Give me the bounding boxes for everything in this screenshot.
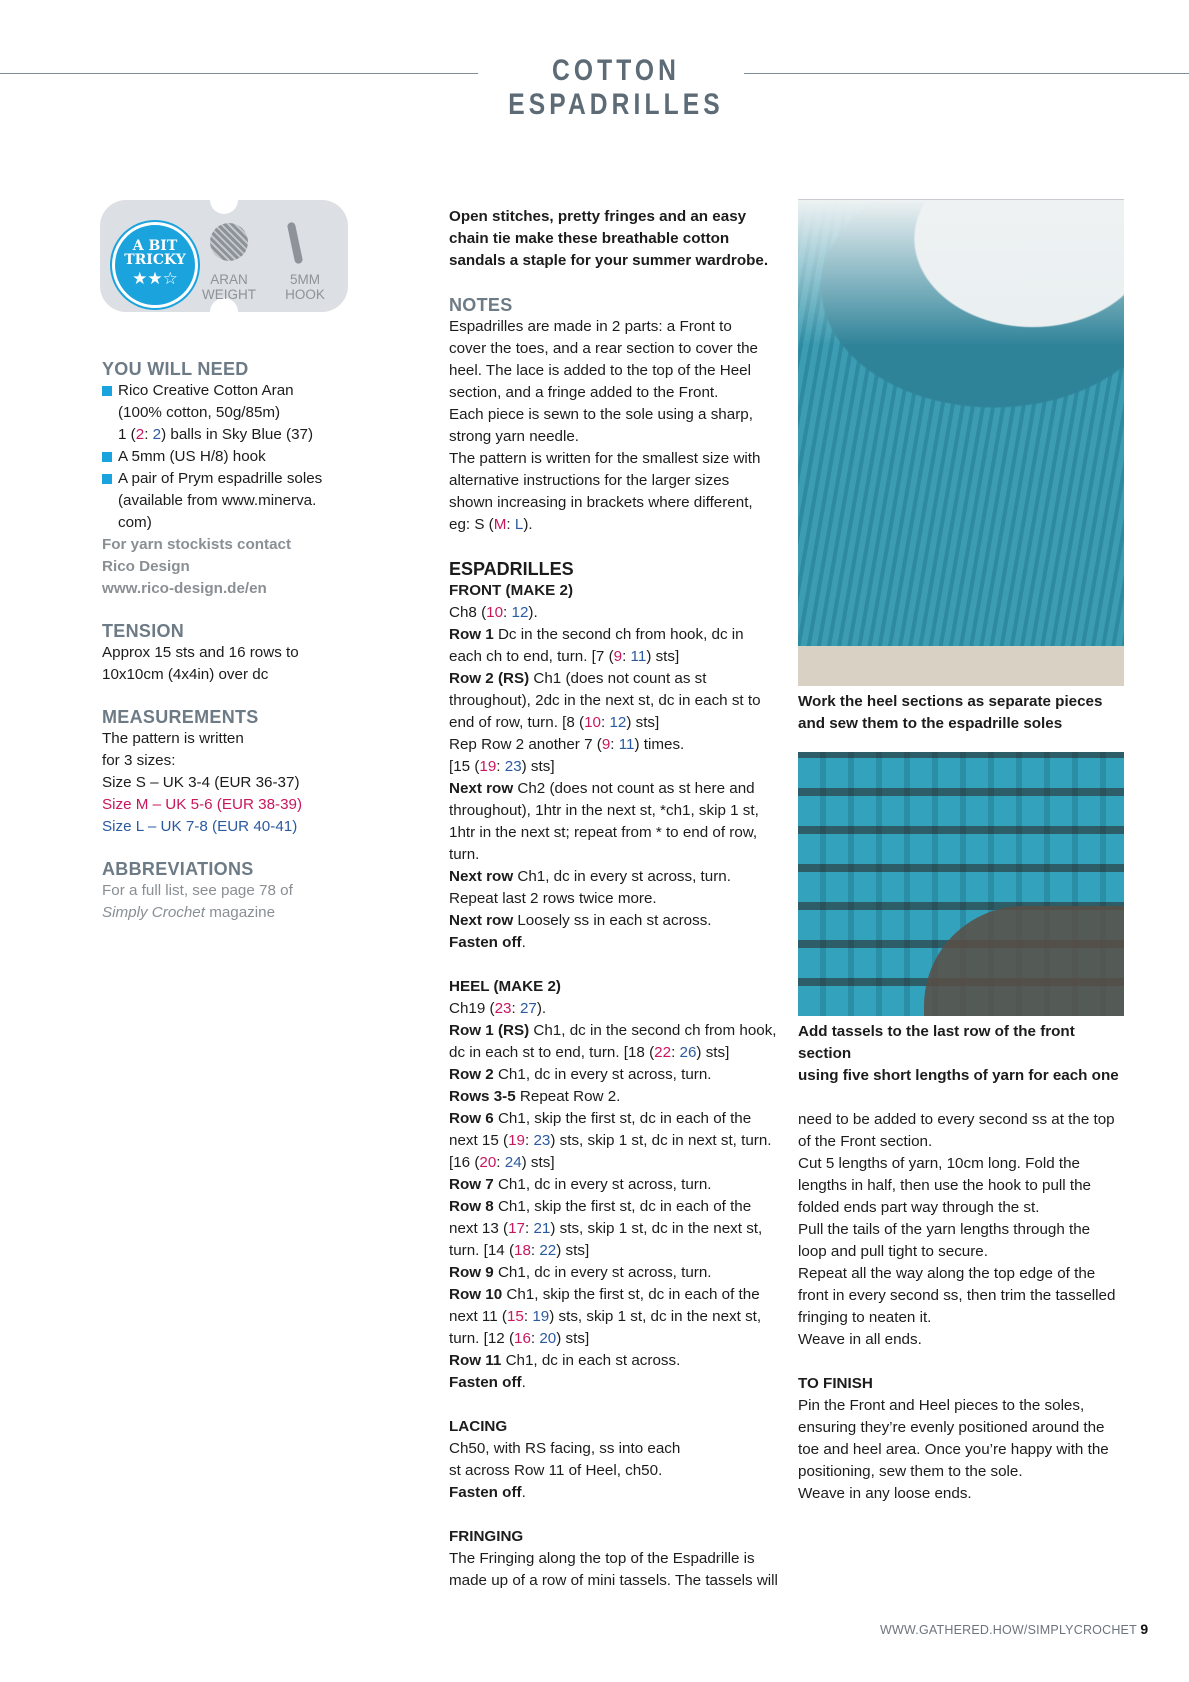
row-label: Rows 3-5 xyxy=(449,1088,516,1105)
fringing-heading: FRINGING xyxy=(449,1528,524,1545)
size-l-value: 27 xyxy=(519,1000,537,1017)
text: Ch8 ( xyxy=(449,604,487,621)
pattern-line: The Fringing along the top of the Espadrille is xyxy=(449,1550,755,1567)
notes-line: shown increasing in brackets where different, xyxy=(449,494,753,511)
text: ) sts] xyxy=(521,758,555,775)
text: : xyxy=(671,1044,680,1061)
text: ) balls in Sky Blue (37) xyxy=(161,426,314,443)
fasten-off: Fasten off xyxy=(449,934,522,951)
espadrilles-heading: ESPADRILLES xyxy=(449,559,574,579)
row-label: Row 7 xyxy=(449,1176,494,1193)
size-l-value: 21 xyxy=(533,1220,551,1237)
pattern-line xyxy=(449,778,789,800)
pattern-line xyxy=(449,1372,789,1394)
text: next 15 ( xyxy=(449,1132,509,1149)
intro-text: Open stitches, pretty fringes and an easy xyxy=(449,208,747,225)
text: ) sts, skip 1 st, dc in the next st, xyxy=(549,1308,762,1325)
text: ) times. xyxy=(634,736,685,753)
notes-line: section, and a fringe added to the Front. xyxy=(449,384,719,401)
caption-line: using five short lengths of yarn for each one xyxy=(798,1067,1119,1084)
pattern-line xyxy=(449,1064,789,1086)
size-l-value: 2 xyxy=(152,426,162,443)
pattern-line: Pull the tails of the yarn lengths through the xyxy=(798,1221,1091,1238)
yarn-weight-line1: ARAN xyxy=(210,272,248,287)
row-label: Next row xyxy=(449,912,514,929)
text: : xyxy=(503,604,512,621)
text: ) sts] xyxy=(556,1242,590,1259)
lacing-heading: LACING xyxy=(449,1418,508,1435)
size-s: Size S – UK 3-4 (EUR 36-37) xyxy=(102,774,300,791)
pattern-line: of the Front section. xyxy=(798,1133,933,1150)
pattern-line xyxy=(449,1020,789,1042)
size-l-value: 11 xyxy=(618,736,635,753)
text: ). xyxy=(536,1000,547,1017)
pattern-line: positioning, sew them to the sole. xyxy=(798,1463,1023,1480)
size-l-value: 22 xyxy=(539,1242,557,1259)
size-m-value: M xyxy=(493,516,507,533)
list-item xyxy=(102,380,352,446)
text: : xyxy=(496,758,505,775)
text: [15 ( xyxy=(449,758,480,775)
text: 1 ( xyxy=(118,426,136,443)
measurements-heading: MEASUREMENTS xyxy=(102,707,259,727)
intro-text: chain tie make these breathable cotton xyxy=(449,230,730,247)
text: Ch1, dc in every st across, turn. xyxy=(513,868,731,885)
pattern-line xyxy=(449,646,789,668)
size-m-value: 2 xyxy=(135,426,145,443)
pattern-line xyxy=(449,1196,789,1218)
measurements-text: The pattern is written xyxy=(102,730,244,747)
size-l-value: 23 xyxy=(533,1132,551,1149)
text: turn. [12 ( xyxy=(449,1330,514,1347)
size-m: Size M – UK 5-6 (EUR 38-39) xyxy=(102,796,303,813)
pattern-line: throughout), 2dc in the next st, dc in each st to xyxy=(449,692,761,709)
text: Ch1, skip the first st, dc in each of the xyxy=(493,1198,752,1215)
hook-size-line2: HOOK xyxy=(285,287,325,302)
page-title: COTTON ESPADRILLES xyxy=(508,54,724,121)
pattern-line xyxy=(449,1284,789,1306)
text: [16 ( xyxy=(449,1154,480,1171)
row-label: Next row xyxy=(449,868,514,885)
hook-size-line1: 5MM xyxy=(290,272,320,287)
notes-line: cover the toes, and a rear section to cover the xyxy=(449,340,758,357)
pattern-line xyxy=(449,1108,789,1130)
size-l-value: 11 xyxy=(630,648,647,665)
yarn-ball-icon xyxy=(210,223,248,261)
stockists-text: For yarn stockists contact xyxy=(102,536,292,553)
size-m-value: 20 xyxy=(479,1154,497,1171)
text: Ch1 (does not count as st xyxy=(529,670,707,687)
difficulty-line1: A BIT xyxy=(132,238,178,254)
text: ) sts] xyxy=(626,714,660,731)
text: Ch1, dc in the second ch from hook, xyxy=(529,1022,777,1039)
abbreviations-text xyxy=(102,902,352,924)
text: end of row, turn. [8 ( xyxy=(449,714,585,731)
size-m-value: 22 xyxy=(654,1044,672,1061)
text: : xyxy=(600,714,610,731)
pattern-line: made up of a row of mini tassels. The tassels will xyxy=(449,1572,778,1589)
text: : xyxy=(144,426,153,443)
row-label: Row 2 xyxy=(449,1066,494,1083)
pattern-line xyxy=(449,602,789,624)
pattern-line: ensuring they’re evenly positioned around the xyxy=(798,1419,1105,1436)
stockists-link[interactable]: www.rico-design.de/en xyxy=(102,580,267,597)
text: . xyxy=(521,1374,526,1391)
row-label: Next row xyxy=(449,780,514,797)
text: magazine xyxy=(204,904,276,921)
text: : xyxy=(523,1308,533,1325)
photo-sole xyxy=(798,646,1124,686)
size-l-value: 23 xyxy=(504,758,522,775)
size-l-value: 26 xyxy=(679,1044,697,1061)
pattern-line: Repeat last 2 rows twice more. xyxy=(449,890,657,907)
pattern-line xyxy=(449,1262,789,1284)
pattern-line xyxy=(449,624,789,646)
text: : xyxy=(530,1330,540,1347)
pattern-line xyxy=(449,932,789,954)
notes-line: heel. The lace is added to the top of the Heel xyxy=(449,362,751,379)
pattern-line xyxy=(449,1086,789,1108)
fasten-off: Fasten off xyxy=(449,1484,522,1501)
yarn-details: (100% cotton, 50g/85m) xyxy=(118,404,281,421)
bullet-icon xyxy=(102,452,112,462)
size-m-value: 16 xyxy=(514,1330,531,1347)
row-label: Row 9 xyxy=(449,1264,494,1281)
hook-item: A 5mm (US H/8) hook xyxy=(118,448,266,465)
row-label: Row 8 xyxy=(449,1198,494,1215)
page-number: 9 xyxy=(1140,1621,1149,1637)
size-m-value: 10 xyxy=(584,714,601,731)
text: : xyxy=(525,1220,534,1237)
tassel-photo xyxy=(798,752,1124,1016)
text: ). xyxy=(528,604,538,621)
size-m-value: 18 xyxy=(514,1242,531,1259)
pattern-line xyxy=(449,866,789,888)
photo-background xyxy=(798,200,1124,686)
size-l-value: 24 xyxy=(504,1154,522,1171)
size-m-value: 15 xyxy=(506,1308,524,1325)
notes-line: alternative instructions for the larger sizes xyxy=(449,472,730,489)
pattern-line xyxy=(449,734,789,756)
pattern-line xyxy=(449,668,789,690)
soles-item: A pair of Prym espadrille soles xyxy=(118,470,323,487)
pattern-line xyxy=(449,712,789,734)
pattern-line: folded ends part way through the st. xyxy=(798,1199,1040,1216)
photo-caption xyxy=(798,1021,1128,1087)
front-heading: FRONT (MAKE 2) xyxy=(449,582,574,599)
bullet-icon xyxy=(102,386,112,396)
text: Ch1, dc in every st across, turn. xyxy=(493,1176,712,1193)
pattern-line xyxy=(449,756,789,778)
text: Loosely ss in each st across. xyxy=(513,912,712,929)
size-l-value: 20 xyxy=(539,1330,557,1347)
pattern-line: Repeat all the way along the top edge of the xyxy=(798,1265,1096,1282)
pattern-line: 1htr in the next st; repeat from * to end of row, xyxy=(449,824,758,841)
list-item xyxy=(102,446,352,468)
intro-text: sandals a staple for your summer wardrobe. xyxy=(449,252,769,269)
size-m-value: 23 xyxy=(494,1000,512,1017)
row-label: Row 1 (RS) xyxy=(449,1022,530,1039)
page-footer xyxy=(880,1621,1148,1637)
pattern-line xyxy=(449,1240,789,1262)
pattern-line: Cut 5 lengths of yarn, 10cm long. Fold the xyxy=(798,1155,1080,1172)
size-l-value: L xyxy=(514,516,524,533)
notes-heading: NOTES xyxy=(449,295,513,315)
caption-line: Add tassels to the last row of the front section xyxy=(798,1023,1075,1062)
pattern-line: turn. xyxy=(449,846,480,863)
difficulty-badge xyxy=(112,222,198,308)
text: Ch1, skip the first st, dc in each of the xyxy=(493,1110,752,1127)
pattern-line xyxy=(449,1306,789,1328)
pattern-line xyxy=(449,1350,789,1372)
yarn-name: Rico Creative Cotton Aran xyxy=(118,382,294,399)
size-m-value: 10 xyxy=(486,604,504,621)
pattern-line xyxy=(449,1152,789,1174)
text: next 11 ( xyxy=(449,1308,507,1325)
text: : xyxy=(525,1132,534,1149)
text: turn. [14 ( xyxy=(449,1242,514,1259)
text: ). xyxy=(523,516,533,533)
text: ) sts] xyxy=(521,1154,555,1171)
pattern-line xyxy=(449,1328,789,1350)
tension-text: 10x10cm (4x4in) over dc xyxy=(102,666,269,683)
text: dc in each st to end, turn. [18 ( xyxy=(449,1044,655,1061)
pattern-line xyxy=(449,1042,789,1064)
pattern-line xyxy=(449,1174,789,1196)
text: Repeat Row 2. xyxy=(515,1088,621,1105)
text: . xyxy=(521,934,526,951)
pattern-line xyxy=(449,910,789,932)
soles-item-cont: (available from www.minerva. xyxy=(118,492,317,509)
pattern-line: st across Row 11 of Heel, ch50. xyxy=(449,1462,663,1479)
size-m-value: 9 xyxy=(613,648,623,665)
header-rule-left xyxy=(0,73,478,74)
pattern-line: need to be added to every second ss at the top xyxy=(798,1111,1115,1128)
size-m-value: 19 xyxy=(479,758,497,775)
pattern-line: Pin the Front and Heel pieces to the soles, xyxy=(798,1397,1085,1414)
footer-url[interactable]: WWW.GATHERED.HOW/SIMPLYCROCHET xyxy=(880,1623,1137,1637)
yarn-weight-line2: WEIGHT xyxy=(202,287,256,302)
notes-line: Each piece is sewn to the sole using a sharp, xyxy=(449,406,753,423)
size-m-value: 9 xyxy=(601,736,611,753)
pattern-line: toe and heel area. Once you’re happy with the xyxy=(798,1441,1109,1458)
pattern-line: loop and pull tight to secure. xyxy=(798,1243,988,1260)
size-l-value: 12 xyxy=(609,714,627,731)
hook-size-label xyxy=(276,272,334,302)
abbreviations-text: For a full list, see page 78 of xyxy=(102,882,293,899)
list-item xyxy=(102,468,352,534)
text: ) sts, skip 1 st, dc in next st, turn. xyxy=(550,1132,772,1149)
photo-caption xyxy=(798,691,1128,735)
text: Ch1, dc in every st across, turn. xyxy=(493,1066,712,1083)
middle-column xyxy=(449,206,789,1592)
pattern-line: Weave in all ends. xyxy=(798,1331,922,1348)
text: ) sts] xyxy=(696,1044,730,1061)
stockists-text: Rico Design xyxy=(102,558,190,575)
bullet-icon xyxy=(102,474,112,484)
text: . xyxy=(521,1484,526,1501)
pattern-line: fringing to neaten it. xyxy=(798,1309,932,1326)
caption-line: Work the heel sections as separate pieces xyxy=(798,693,1103,710)
pattern-line: Ch50, with RS facing, ss into each xyxy=(449,1440,681,1457)
size-l-value: 19 xyxy=(532,1308,550,1325)
fasten-off: Fasten off xyxy=(449,1374,522,1391)
soles-item-cont: com) xyxy=(118,514,152,531)
row-label: Row 2 (RS) xyxy=(449,670,530,687)
measurements-text: for 3 sizes: xyxy=(102,752,176,769)
text: eg: S ( xyxy=(449,516,494,533)
caption-line: and sew them to the espadrille soles xyxy=(798,715,1063,732)
text: ) sts, skip 1 st, dc in the next st, xyxy=(550,1220,763,1237)
pattern-line xyxy=(449,1130,789,1152)
tension-text: Approx 15 sts and 16 rows to xyxy=(102,644,299,661)
size-m-value: 19 xyxy=(508,1132,526,1149)
notes-line: Espadrilles are made in 2 parts: a Front to xyxy=(449,318,732,335)
text: Ch1, dc in every st across, turn. xyxy=(493,1264,712,1281)
text: Ch2 (does not count as st here and xyxy=(513,780,755,797)
yarn-weight-label xyxy=(200,272,258,302)
pattern-line: front in every second ss, then trim the tasselled xyxy=(798,1287,1116,1304)
tension-heading: TENSION xyxy=(102,621,185,641)
text: : xyxy=(610,736,619,753)
text: each ch to end, turn. [7 ( xyxy=(449,648,614,665)
text: : xyxy=(511,1000,520,1017)
pattern-line: throughout), 1htr in the next st, *ch1, skip 1 st, xyxy=(449,802,759,819)
left-column xyxy=(102,358,352,924)
text: Dc in the second ch from hook, dc in xyxy=(493,626,744,643)
you-will-need-heading: YOU WILL NEED xyxy=(102,359,249,379)
text: Ch1, skip the first st, dc in each of the xyxy=(502,1286,760,1303)
difficulty-stars: ★★☆ xyxy=(132,269,178,288)
notes-line: The pattern is written for the smallest size with xyxy=(449,450,761,467)
size-l-value: 12 xyxy=(511,604,529,621)
heel-photo xyxy=(798,200,1124,686)
right-column-text xyxy=(798,1109,1138,1505)
text: next 13 ( xyxy=(449,1220,509,1237)
text: Ch19 ( xyxy=(449,1000,495,1017)
text: ) sts] xyxy=(556,1330,590,1347)
pattern-line: lengths in half, then use the hook to pull the xyxy=(798,1177,1091,1194)
text: Rep Row 2 another 7 ( xyxy=(449,736,602,753)
abbreviations-heading: ABBREVIATIONS xyxy=(102,859,254,879)
pattern-line: Weave in any loose ends. xyxy=(798,1485,972,1502)
notes-line: strong yarn needle. xyxy=(449,428,580,445)
difficulty-line2: TRICKY xyxy=(124,252,186,268)
row-label: Row 1 xyxy=(449,626,494,643)
size-l: Size L – UK 7-8 (EUR 40-41) xyxy=(102,818,298,835)
row-label: Row 6 xyxy=(449,1110,494,1127)
header-rule-right xyxy=(744,73,1189,74)
size-m-value: 17 xyxy=(508,1220,526,1237)
pattern-line xyxy=(449,1218,789,1240)
pattern-line xyxy=(449,1482,789,1504)
text: : xyxy=(506,516,515,533)
heel-heading: HEEL (MAKE 2) xyxy=(449,978,561,995)
text: : xyxy=(622,648,631,665)
row-label: Row 11 xyxy=(449,1352,502,1369)
magazine-name: Simply Crochet xyxy=(102,904,205,921)
notes-line xyxy=(449,514,789,536)
row-label: Row 10 xyxy=(449,1286,503,1303)
text: Ch1, dc in each st across. xyxy=(501,1352,681,1369)
text: : xyxy=(496,1154,505,1171)
yarn-quantity xyxy=(118,424,313,446)
text: : xyxy=(530,1242,540,1259)
pattern-line xyxy=(449,998,789,1020)
text: ) sts] xyxy=(646,648,680,665)
to-finish-heading: TO FINISH xyxy=(798,1375,873,1392)
